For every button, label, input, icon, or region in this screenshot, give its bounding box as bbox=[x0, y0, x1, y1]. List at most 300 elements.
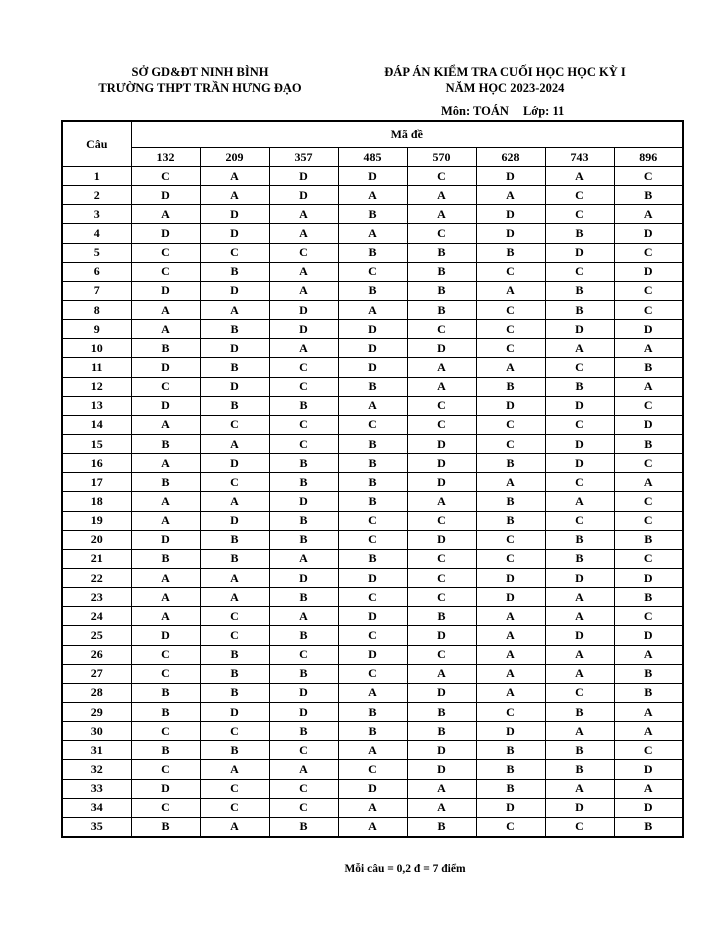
answer-cell: A bbox=[200, 588, 269, 607]
answer-cell: A bbox=[545, 645, 614, 664]
answer-cell: C bbox=[269, 741, 338, 760]
answer-cell: B bbox=[269, 626, 338, 645]
answer-cell: B bbox=[545, 702, 614, 721]
table-row bbox=[62, 779, 683, 798]
answer-cell: B bbox=[407, 262, 476, 281]
answer-cell: A bbox=[131, 568, 200, 587]
answer-cell: B bbox=[269, 511, 338, 530]
answer-cell: D bbox=[407, 530, 476, 549]
answer-cell: D bbox=[200, 339, 269, 358]
answer-cell: D bbox=[545, 798, 614, 817]
answer-cell: B bbox=[545, 530, 614, 549]
answer-cell: B bbox=[131, 473, 200, 492]
school-header bbox=[80, 64, 320, 96]
question-number: 1 bbox=[62, 167, 131, 186]
answer-cell: A bbox=[545, 588, 614, 607]
answer-cell: D bbox=[131, 626, 200, 645]
answer-cell: D bbox=[269, 683, 338, 702]
answer-cell: B bbox=[545, 741, 614, 760]
answer-cell: C bbox=[476, 320, 545, 339]
answer-cell: B bbox=[407, 243, 476, 262]
answer-cell: A bbox=[545, 492, 614, 511]
answer-cell: D bbox=[338, 339, 407, 358]
answer-cell: C bbox=[131, 243, 200, 262]
answer-cell: C bbox=[614, 454, 683, 473]
answer-cell: A bbox=[614, 702, 683, 721]
table-row bbox=[62, 434, 683, 453]
answer-cell: A bbox=[407, 779, 476, 798]
answer-cell: C bbox=[407, 396, 476, 415]
question-number: 35 bbox=[62, 817, 131, 837]
answer-cell: A bbox=[200, 568, 269, 587]
answer-cell: D bbox=[269, 702, 338, 721]
answer-cell: A bbox=[269, 339, 338, 358]
table-row bbox=[62, 511, 683, 530]
answer-cell: B bbox=[338, 473, 407, 492]
answer-cell: B bbox=[131, 817, 200, 837]
question-number: 30 bbox=[62, 722, 131, 741]
answer-cell: C bbox=[614, 741, 683, 760]
answer-cell: C bbox=[131, 645, 200, 664]
answer-cell: B bbox=[476, 511, 545, 530]
answer-cell: A bbox=[407, 186, 476, 205]
answer-cell: D bbox=[131, 396, 200, 415]
answer-cell: B bbox=[131, 702, 200, 721]
answer-cell: C bbox=[200, 798, 269, 817]
answer-cell: A bbox=[338, 817, 407, 837]
question-number: 10 bbox=[62, 339, 131, 358]
answer-cell: B bbox=[338, 549, 407, 568]
answer-cell: D bbox=[200, 377, 269, 396]
answer-cell: D bbox=[269, 186, 338, 205]
answer-cell: B bbox=[338, 722, 407, 741]
answer-cell: B bbox=[545, 300, 614, 319]
answer-cell: B bbox=[200, 530, 269, 549]
answer-cell: C bbox=[614, 511, 683, 530]
answer-cell: D bbox=[614, 224, 683, 243]
answer-cell: C bbox=[338, 664, 407, 683]
answer-cell: D bbox=[614, 798, 683, 817]
answer-cell: D bbox=[338, 645, 407, 664]
answer-cell: D bbox=[476, 396, 545, 415]
answer-cell: A bbox=[131, 492, 200, 511]
answer-cell: D bbox=[407, 454, 476, 473]
table-row bbox=[62, 320, 683, 339]
question-number: 14 bbox=[62, 415, 131, 434]
answer-cell: B bbox=[407, 722, 476, 741]
answer-cell: B bbox=[476, 779, 545, 798]
answer-key-table bbox=[61, 120, 684, 838]
answer-cell: C bbox=[476, 339, 545, 358]
answer-cell: D bbox=[614, 262, 683, 281]
table-row bbox=[62, 607, 683, 626]
department-name: SỞ GD&ĐT NINH BÌNH bbox=[131, 65, 269, 79]
answer-cell: D bbox=[200, 205, 269, 224]
answer-cell: B bbox=[338, 454, 407, 473]
answer-cell: B bbox=[131, 434, 200, 453]
answer-cell: B bbox=[614, 664, 683, 683]
question-number: 33 bbox=[62, 779, 131, 798]
question-number: 16 bbox=[62, 454, 131, 473]
question-number: 4 bbox=[62, 224, 131, 243]
answer-cell: C bbox=[269, 243, 338, 262]
answer-cell: C bbox=[545, 205, 614, 224]
answer-cell: A bbox=[200, 167, 269, 186]
scoring-note: Mỗi câu = 0,2 đ = 7 điểm bbox=[344, 863, 466, 875]
answer-cell: D bbox=[545, 454, 614, 473]
answer-cell: B bbox=[200, 741, 269, 760]
answer-cell: C bbox=[614, 549, 683, 568]
table-row bbox=[62, 205, 683, 224]
question-number: 17 bbox=[62, 473, 131, 492]
question-number: 21 bbox=[62, 549, 131, 568]
grade-label: Lớp: 11 bbox=[522, 104, 565, 118]
answer-cell: B bbox=[131, 549, 200, 568]
answer-cell: A bbox=[200, 760, 269, 779]
answer-cell: C bbox=[131, 760, 200, 779]
answer-rows bbox=[62, 167, 683, 837]
answer-cell: D bbox=[338, 358, 407, 377]
answer-cell: C bbox=[545, 473, 614, 492]
answer-cell: A bbox=[338, 224, 407, 243]
answer-cell: D bbox=[614, 415, 683, 434]
answer-cell: C bbox=[407, 167, 476, 186]
answer-cell: D bbox=[476, 568, 545, 587]
answer-cell: C bbox=[200, 626, 269, 645]
answer-cell: C bbox=[545, 186, 614, 205]
answer-cell: B bbox=[407, 702, 476, 721]
answer-cell: B bbox=[338, 434, 407, 453]
answer-cell: B bbox=[545, 377, 614, 396]
answer-cell: A bbox=[338, 683, 407, 702]
question-number: 23 bbox=[62, 588, 131, 607]
answer-cell: D bbox=[407, 473, 476, 492]
answer-cell: B bbox=[614, 817, 683, 837]
answer-cell: C bbox=[338, 588, 407, 607]
answer-cell: B bbox=[476, 454, 545, 473]
exam-code-628: 628 bbox=[476, 148, 545, 167]
question-number: 8 bbox=[62, 300, 131, 319]
answer-cell: A bbox=[407, 664, 476, 683]
answer-cell: A bbox=[545, 339, 614, 358]
table-row bbox=[62, 760, 683, 779]
question-number: 26 bbox=[62, 645, 131, 664]
answer-cell: C bbox=[476, 549, 545, 568]
table-row bbox=[62, 454, 683, 473]
answer-cell: A bbox=[476, 358, 545, 377]
answer-cell: C bbox=[200, 779, 269, 798]
answer-cell: C bbox=[200, 473, 269, 492]
exam-code-209: 209 bbox=[200, 148, 269, 167]
question-number: 28 bbox=[62, 683, 131, 702]
answer-cell: A bbox=[131, 415, 200, 434]
table-row bbox=[62, 568, 683, 587]
question-number: 6 bbox=[62, 262, 131, 281]
answer-cell: A bbox=[269, 262, 338, 281]
answer-cell: B bbox=[338, 492, 407, 511]
answer-cell: A bbox=[614, 377, 683, 396]
answer-cell: A bbox=[545, 664, 614, 683]
answer-cell: B bbox=[200, 396, 269, 415]
answer-cell: B bbox=[476, 741, 545, 760]
answer-cell: D bbox=[407, 626, 476, 645]
answer-cell: D bbox=[269, 167, 338, 186]
answer-cell: D bbox=[614, 760, 683, 779]
answer-cell: A bbox=[269, 281, 338, 300]
answer-cell: A bbox=[200, 492, 269, 511]
answer-cell: A bbox=[200, 300, 269, 319]
question-number: 3 bbox=[62, 205, 131, 224]
answer-cell: A bbox=[476, 645, 545, 664]
answer-cell: C bbox=[338, 415, 407, 434]
answer-cell: A bbox=[131, 607, 200, 626]
answer-cell: B bbox=[476, 377, 545, 396]
answer-cell: C bbox=[476, 434, 545, 453]
answer-cell: C bbox=[545, 817, 614, 837]
answer-cell: C bbox=[407, 224, 476, 243]
answer-cell: C bbox=[269, 377, 338, 396]
answer-cell: A bbox=[614, 645, 683, 664]
answer-cell: C bbox=[131, 262, 200, 281]
answer-cell: C bbox=[476, 300, 545, 319]
question-number: 29 bbox=[62, 702, 131, 721]
answer-cell: C bbox=[476, 415, 545, 434]
answer-cell: B bbox=[269, 588, 338, 607]
answer-cell: D bbox=[269, 300, 338, 319]
answer-cell: C bbox=[476, 817, 545, 837]
answer-cell: A bbox=[614, 779, 683, 798]
answer-cell: D bbox=[545, 396, 614, 415]
question-number: 12 bbox=[62, 377, 131, 396]
answer-cell: B bbox=[476, 243, 545, 262]
answer-cell: D bbox=[131, 186, 200, 205]
answer-cell: A bbox=[131, 588, 200, 607]
answer-cell: D bbox=[407, 434, 476, 453]
answer-cell: D bbox=[545, 626, 614, 645]
answer-cell: D bbox=[407, 339, 476, 358]
question-number: 22 bbox=[62, 568, 131, 587]
answer-cell: A bbox=[407, 358, 476, 377]
table-row bbox=[62, 377, 683, 396]
answer-cell: B bbox=[200, 683, 269, 702]
answer-cell: A bbox=[407, 205, 476, 224]
answer-cell: D bbox=[614, 568, 683, 587]
table-row bbox=[62, 281, 683, 300]
answer-cell: A bbox=[614, 473, 683, 492]
answer-cell: D bbox=[407, 741, 476, 760]
table-row bbox=[62, 645, 683, 664]
answer-cell: B bbox=[131, 741, 200, 760]
answer-cell: B bbox=[200, 358, 269, 377]
answer-cell: A bbox=[269, 607, 338, 626]
answer-cell: D bbox=[476, 205, 545, 224]
subject-label: Môn: TOÁN bbox=[441, 104, 509, 118]
answer-cell: C bbox=[407, 588, 476, 607]
answer-cell: A bbox=[476, 683, 545, 702]
answer-cell: D bbox=[614, 320, 683, 339]
answer-cell: D bbox=[131, 530, 200, 549]
answer-cell: D bbox=[131, 281, 200, 300]
answer-cell: A bbox=[269, 549, 338, 568]
table-row bbox=[62, 798, 683, 817]
answer-cell: D bbox=[269, 492, 338, 511]
answer-cell: D bbox=[476, 722, 545, 741]
answer-cell: B bbox=[200, 262, 269, 281]
question-number: 5 bbox=[62, 243, 131, 262]
answer-cell: A bbox=[131, 205, 200, 224]
table-row bbox=[62, 664, 683, 683]
table-row bbox=[62, 588, 683, 607]
answer-cell: C bbox=[614, 396, 683, 415]
answer-cell: A bbox=[131, 454, 200, 473]
answer-cell: B bbox=[614, 358, 683, 377]
question-number: 25 bbox=[62, 626, 131, 645]
answer-cell: B bbox=[200, 664, 269, 683]
answer-cell: B bbox=[545, 549, 614, 568]
answer-cell: C bbox=[476, 702, 545, 721]
question-number: 34 bbox=[62, 798, 131, 817]
school-year: NĂM HỌC 2023-2024 bbox=[445, 81, 565, 95]
answer-cell: B bbox=[545, 224, 614, 243]
answer-cell: B bbox=[338, 205, 407, 224]
answer-cell: C bbox=[269, 798, 338, 817]
answer-cell: D bbox=[131, 224, 200, 243]
answer-cell: A bbox=[407, 377, 476, 396]
table-row bbox=[62, 549, 683, 568]
answer-cell: A bbox=[269, 224, 338, 243]
table-row bbox=[62, 626, 683, 645]
answer-cell: A bbox=[131, 511, 200, 530]
answer-cell: C bbox=[131, 722, 200, 741]
answer-cell: B bbox=[269, 454, 338, 473]
answer-cell: B bbox=[614, 434, 683, 453]
question-number: 15 bbox=[62, 434, 131, 453]
question-number: 27 bbox=[62, 664, 131, 683]
table-row bbox=[62, 817, 683, 837]
answer-cell: A bbox=[476, 664, 545, 683]
answer-cell: C bbox=[545, 683, 614, 702]
answer-cell: C bbox=[476, 262, 545, 281]
question-number: 11 bbox=[62, 358, 131, 377]
answer-cell: B bbox=[269, 664, 338, 683]
table-row bbox=[62, 722, 683, 741]
table-row bbox=[62, 683, 683, 702]
answer-cell: A bbox=[338, 798, 407, 817]
answer-cell: C bbox=[545, 262, 614, 281]
answer-cell: C bbox=[338, 530, 407, 549]
answer-cell: A bbox=[338, 186, 407, 205]
answer-cell: A bbox=[614, 339, 683, 358]
answer-cell: B bbox=[269, 722, 338, 741]
answer-cell: D bbox=[338, 167, 407, 186]
answer-cell: B bbox=[200, 549, 269, 568]
answer-cell: C bbox=[407, 415, 476, 434]
answer-cell: B bbox=[407, 300, 476, 319]
school-name: TRƯỜNG THPT TRẦN HƯNG ĐẠO bbox=[98, 81, 302, 95]
answer-cell: B bbox=[614, 186, 683, 205]
document-title: ĐÁP ÁN KIỂM TRA CUỐI HỌC HỌC KỲ I bbox=[384, 65, 626, 79]
answer-cell: C bbox=[545, 358, 614, 377]
table-row bbox=[62, 702, 683, 721]
answer-cell: C bbox=[338, 626, 407, 645]
table-row bbox=[62, 358, 683, 377]
question-number: 7 bbox=[62, 281, 131, 300]
answer-cell: B bbox=[614, 530, 683, 549]
table-row bbox=[62, 167, 683, 186]
question-number: 19 bbox=[62, 511, 131, 530]
answer-cell: C bbox=[269, 779, 338, 798]
answer-cell: D bbox=[338, 320, 407, 339]
answer-cell: B bbox=[407, 817, 476, 837]
answer-cell: B bbox=[131, 683, 200, 702]
document-title-block bbox=[345, 64, 665, 96]
answer-cell: B bbox=[614, 683, 683, 702]
answer-cell: A bbox=[338, 396, 407, 415]
table-row bbox=[62, 186, 683, 205]
question-number: 31 bbox=[62, 741, 131, 760]
answer-cell: D bbox=[338, 568, 407, 587]
answer-cell: C bbox=[407, 511, 476, 530]
answer-cell: B bbox=[269, 396, 338, 415]
answer-cell: B bbox=[338, 281, 407, 300]
table-row bbox=[62, 396, 683, 415]
answer-cell: D bbox=[269, 320, 338, 339]
exam-code-row bbox=[62, 148, 683, 167]
table-row bbox=[62, 415, 683, 434]
answer-cell: D bbox=[200, 281, 269, 300]
question-number: 2 bbox=[62, 186, 131, 205]
question-number: 9 bbox=[62, 320, 131, 339]
answer-cell: C bbox=[269, 358, 338, 377]
answer-cell: A bbox=[476, 281, 545, 300]
answer-cell: A bbox=[269, 760, 338, 779]
answer-cell: A bbox=[545, 779, 614, 798]
answer-cell: C bbox=[545, 511, 614, 530]
answer-cell: C bbox=[614, 300, 683, 319]
answer-cell: A bbox=[338, 741, 407, 760]
exam-code-896: 896 bbox=[614, 148, 683, 167]
answer-cell: C bbox=[407, 568, 476, 587]
exam-code-357: 357 bbox=[269, 148, 338, 167]
answer-cell: A bbox=[476, 473, 545, 492]
answer-cell: C bbox=[200, 243, 269, 262]
answer-cell: A bbox=[407, 492, 476, 511]
answer-cell: C bbox=[269, 415, 338, 434]
answer-cell: D bbox=[407, 760, 476, 779]
answer-cell: A bbox=[338, 300, 407, 319]
table-row bbox=[62, 473, 683, 492]
answer-cell: A bbox=[614, 722, 683, 741]
answer-cell: D bbox=[200, 702, 269, 721]
answer-cell: D bbox=[338, 779, 407, 798]
answer-cell: D bbox=[338, 607, 407, 626]
answer-cell: C bbox=[614, 607, 683, 626]
answer-cell: B bbox=[269, 530, 338, 549]
table-row bbox=[62, 300, 683, 319]
answer-cell: D bbox=[200, 224, 269, 243]
answer-cell: C bbox=[614, 492, 683, 511]
answer-cell: C bbox=[545, 415, 614, 434]
table-row bbox=[62, 339, 683, 358]
answer-cell: C bbox=[614, 281, 683, 300]
answer-cell: C bbox=[200, 607, 269, 626]
question-number: 18 bbox=[62, 492, 131, 511]
question-number: 13 bbox=[62, 396, 131, 415]
answer-cell: D bbox=[545, 320, 614, 339]
answer-cell: C bbox=[131, 664, 200, 683]
answer-cell: B bbox=[269, 817, 338, 837]
answer-cell: D bbox=[476, 167, 545, 186]
